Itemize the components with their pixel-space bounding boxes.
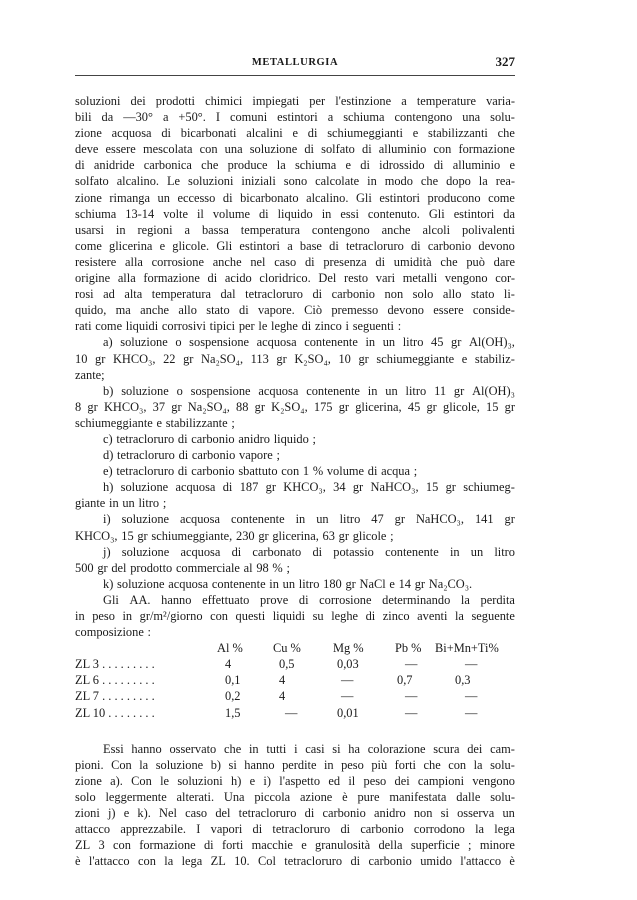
text-line: Essi hanno osservato che in tutti i casi si ha colorazione scura dei cam-: [103, 741, 515, 756]
text-line: di anidride carbonica che produce la schiuma e di idrossido di alluminio e: [75, 158, 515, 173]
text-line: solo leggermente alterati. Una piccola azione è pure manifestata dalle solu-: [75, 789, 515, 804]
composition-table: [75, 640, 515, 720]
spacer: [75, 721, 515, 741]
table-cell: —: [465, 705, 478, 720]
row-label: ZL 7 . . . . . . . . .: [75, 689, 155, 704]
col-header-pb: Pb %: [395, 641, 422, 656]
row-label: ZL 10 . . . . . . . .: [75, 705, 155, 720]
text-line: resistere alla corrosione anche nel caso di presenza di umidità che può dare: [75, 254, 515, 269]
list-item-c: c) tetracloruro di carbonio anidro liquido ;: [103, 431, 316, 446]
text-line: pioni. Con la soluzione b) si hanno perdite in peso più forti che con la solu-: [75, 757, 515, 772]
table-cell: —: [341, 673, 354, 688]
text-line: 10 gr KHCO₃, 22 gr Na₂SO₄, 113 gr K₂SO₄, 10 gr schiumeggiante e stabiliz-: [75, 351, 515, 366]
text-line: origine alla formazione di acido cloridrico. Del resto vari metalli vengono cor-: [75, 271, 515, 286]
col-header-bimnti: Bi+Mn+Ti%: [435, 641, 499, 656]
table-cell: 0,5: [279, 657, 295, 672]
table-header: [75, 640, 515, 656]
list-item-j: j) soluzione acquosa di carbonato di potassio contenente in un litro: [103, 544, 515, 559]
table-row: [75, 688, 515, 704]
running-header: [75, 54, 515, 72]
table-cell: —: [465, 689, 478, 704]
col-header-cu: Cu %: [273, 641, 301, 656]
text-line: attacco apprezzabile. I vapori di tetracloruro di carbonio corrodono la lega: [75, 822, 515, 837]
page-number: 327: [495, 54, 515, 69]
text-line: zione a). Con le soluzioni h) e i) l'aspetto ed il peso dei campioni vengono: [75, 773, 515, 788]
table-cell: 0,2: [225, 689, 241, 704]
list-item-h: h) soluzione acquosa di 187 gr KHCO₃, 34 gr NaHCO₃, 15 gr schiumeg-: [103, 480, 515, 495]
text-line: schiuma 13-14 volte il volume di liquido in essi contenuto. Gli estintori da: [75, 206, 515, 221]
table-cell: —: [405, 689, 418, 704]
list-item-k: k) soluzione acquosa contenente in un litro 180 gr NaCl e 14 gr Na₂CO₃.: [103, 576, 473, 591]
col-header-al: Al %: [217, 641, 243, 656]
table-cell: 0,7: [397, 673, 413, 688]
table-cell: 0,03: [337, 657, 359, 672]
text-line: solfato alcalino. Le soluzioni iniziali sono calcolate in modo che dopo la rea-: [75, 174, 515, 189]
list-item-d: d) tetracloruro di carbonio vapore ;: [103, 448, 280, 463]
table-cell: —: [465, 657, 478, 672]
table-cell: 4: [225, 657, 232, 672]
text-line: zioni j) e k). Nel caso del tetracloruro di carbonio anidro non si osserva un: [75, 806, 515, 821]
text-line: rati come liquidi corrosivi tipici per le leghe di zinco i seguenti :: [75, 319, 402, 334]
table-cell: —: [405, 705, 418, 720]
list-item-e: e) tetracloruro di carbonio sbattuto con 1 % volume di acqua ;: [103, 464, 418, 479]
table-cell: 1,5: [225, 705, 241, 720]
table-cell: 0,3: [455, 673, 471, 688]
text-line: usarsi in regioni a bassa temperatura contengono anche alcoli polivalenti: [75, 222, 515, 237]
list-item-a: a) soluzione o sospensione acquosa contenente in un litro 45 gr Al(OH)₃,: [103, 335, 515, 350]
text-line: schiumeggiante e stabilizzante ;: [75, 415, 235, 430]
list-item-i: i) soluzione acquosa contenente in un litro 47 gr NaHCO₃, 141 gr: [103, 512, 515, 527]
text-line: bili da —30° a +50°. I comuni estintori a schiuma contengono una solu-: [75, 110, 515, 125]
text-line: soluzioni dei prodotti chimici impiegati per l'estinzione a temperature varia-: [75, 94, 515, 108]
table-cell: 0,01: [337, 705, 359, 720]
text-line: rosi ad alta temperatura dal tetracloruro di carbonio non solo allo stato li-: [75, 287, 515, 302]
text-line: Gli AA. hanno effettuato prove di corrosione determinando la perdita: [103, 592, 515, 607]
table-cell: 4: [279, 689, 286, 704]
table-row: [75, 656, 515, 672]
text-line: KHCO₃, 15 gr schiumeggiante, 230 gr glicerina, 63 gr glicole ;: [75, 528, 394, 543]
text-line: giante in un litro ;: [75, 496, 167, 511]
row-label: ZL 6 . . . . . . . . .: [75, 673, 155, 688]
running-title: METALLURGIA: [251, 57, 339, 68]
text-line: in peso in gr/m²/giorno con questi liquidi su leghe di zinco aventi la seguente: [75, 609, 515, 623]
body-text: [75, 93, 515, 869]
text-line: zione acquosa di bicarbonati alcalini e di schiumeggianti e stabilizzanti che: [75, 126, 515, 141]
table-cell: —: [285, 705, 298, 720]
col-header-mg: Mg %: [333, 641, 364, 656]
table-cell: —: [405, 657, 418, 672]
text-line: ZL 3 con formazione di forti macchie e granulosità della superficie ; minore: [75, 838, 515, 853]
text-line: composizione :: [75, 625, 151, 640]
table-row: [75, 705, 515, 721]
list-item-b: b) soluzione o sospensione acquosa contenente in un litro 11 gr Al(OH)₃: [103, 383, 515, 398]
table-cell: 4: [279, 673, 286, 688]
text-line: deve essere mescolata con una soluzione di solfato di alluminio con formazione: [75, 142, 515, 157]
row-label: ZL 3 . . . . . . . . .: [75, 657, 155, 672]
text-line: è l'attacco con la lega ZL 10. Col tetracloruro di carbonio umido l'attacco è: [75, 854, 515, 869]
text-line: quido, ma anche allo stato di vapore. Ciò premesso devono essere conside-: [75, 303, 515, 318]
text-line: zante;: [75, 367, 105, 382]
table-row: [75, 672, 515, 688]
header-rule: [75, 75, 515, 76]
text-line: come glicerina e glicole. Gli estintori a base di tetracloruro di carbonio devono: [75, 238, 515, 253]
text-line: 500 gr del prodotto commerciale al 98 % ;: [75, 560, 290, 575]
text-line: zione rimanga un eccesso di bicarbonato alcalino. Gli estintori producono come: [75, 190, 515, 205]
table-cell: —: [341, 689, 354, 704]
table-cell: 0,1: [225, 673, 241, 688]
text-line: 8 gr KHCO₃, 37 gr Na₂SO₄, 88 gr K₂SO₄, 175 gr glicerina, 45 gr glicole, 15 gr: [75, 399, 515, 414]
